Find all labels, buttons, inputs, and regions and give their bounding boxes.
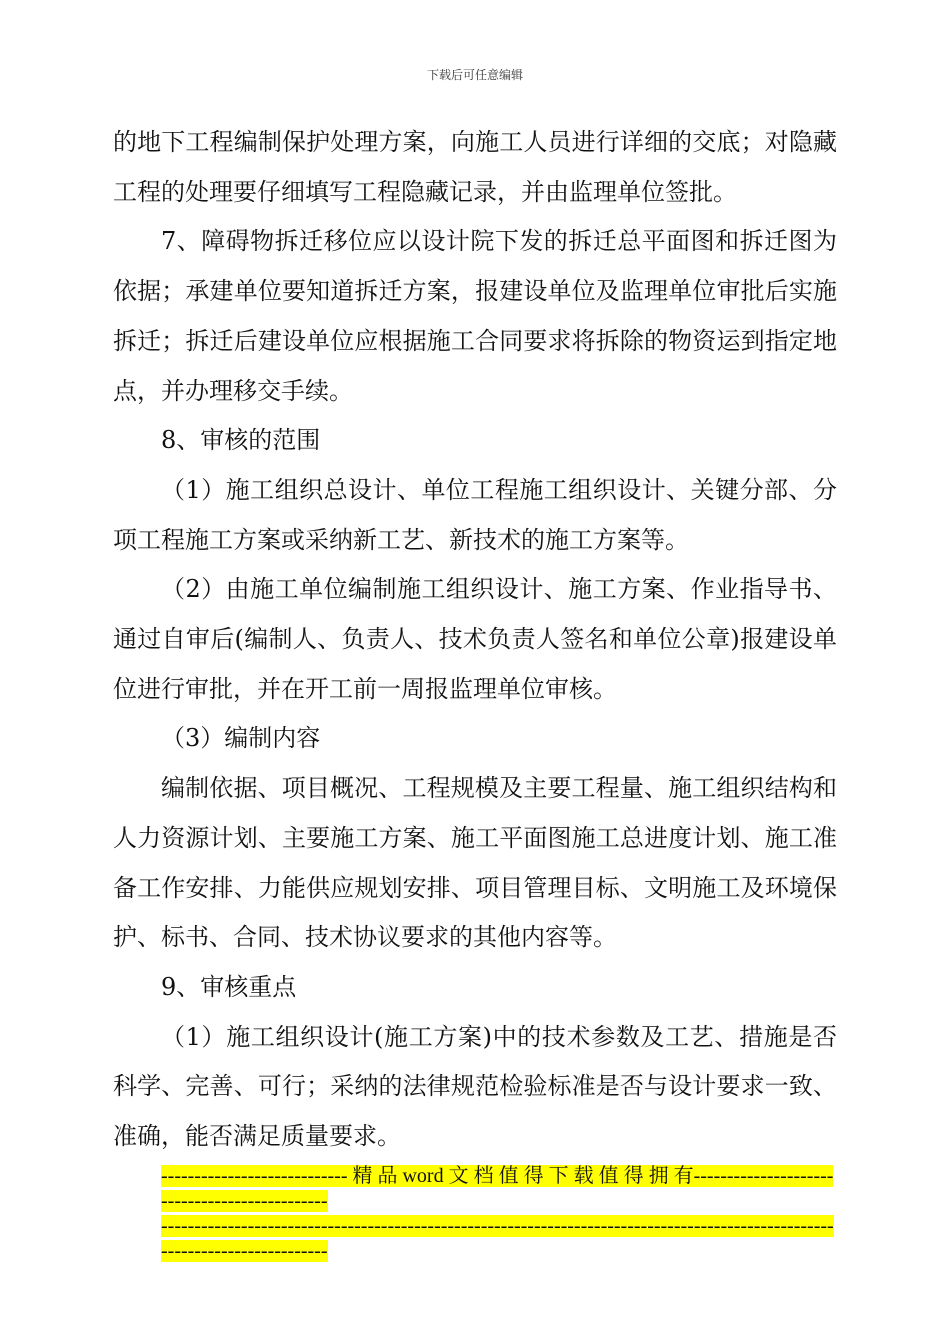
footer-banner: [113, 1164, 837, 1264]
document-body: [113, 118, 837, 1162]
paragraph-7: 编制依据、项目概况、工程规模及主要工程量、施工组织结构和人力资源计划、主要施工方案、施工平面图施工总进度计划、施工准备工作安排、力能供应规划安排、项目管理目标、文明施工及环境保护、标书、合同、技术协议要求的其他内容等。: [113, 774, 837, 952]
paragraph-6: （3）编制内容: [161, 724, 321, 753]
paragraph-8: 9、审核重点: [161, 972, 297, 1001]
paragraph-9: （1）施工组织设计(施工方案)中的技术参数及工艺、措施是否科学、完善、可行；采纳的法律规范检验标准是否与设计要求一致、准确，能否满足质量要求。: [113, 1022, 837, 1151]
paragraph-1: 的地下工程编制保护处理方案，向施工人员进行详细的交底；对隐藏工程的处理要仔细填写工程隐藏记录，并由监理单位签批。: [113, 128, 837, 206]
paragraph-5: （2）由施工单位编制施工组织设计、施工方案、作业指导书、通过自审后(编制人、负责人、技术负责人签名和单位公章)报建设单位进行审批，并在开工前一周报监理单位审核。: [113, 575, 837, 703]
page-header: 下载后可任意编辑: [426, 68, 523, 82]
paragraph-3: 8、审核的范围: [161, 426, 321, 455]
footer-line-1: ---------------------------- 精 品 word 文 档 值 得 下 载 值 得 拥 有----------------------------------------------: [161, 1165, 834, 1212]
paragraph-2: 7、障碍物拆迁移位应以设计院下发的拆迁总平面图和拆迁图为依据；承建单位要知道拆迁方案，报建设单位及监理单位审批后实施拆迁；拆迁后建设单位应根据施工合同要求将拆除的物资运到指定地点，并办理移交手续。: [113, 227, 837, 405]
paragraph-4: （1）施工组织总设计、单位工程施工组织设计、关键分部、分项工程施工方案或采纳新工艺、新技术的施工方案等。: [113, 475, 837, 554]
footer-line-2: ------------------------------------------------------------------------------------------------------------------------------: [161, 1215, 834, 1262]
